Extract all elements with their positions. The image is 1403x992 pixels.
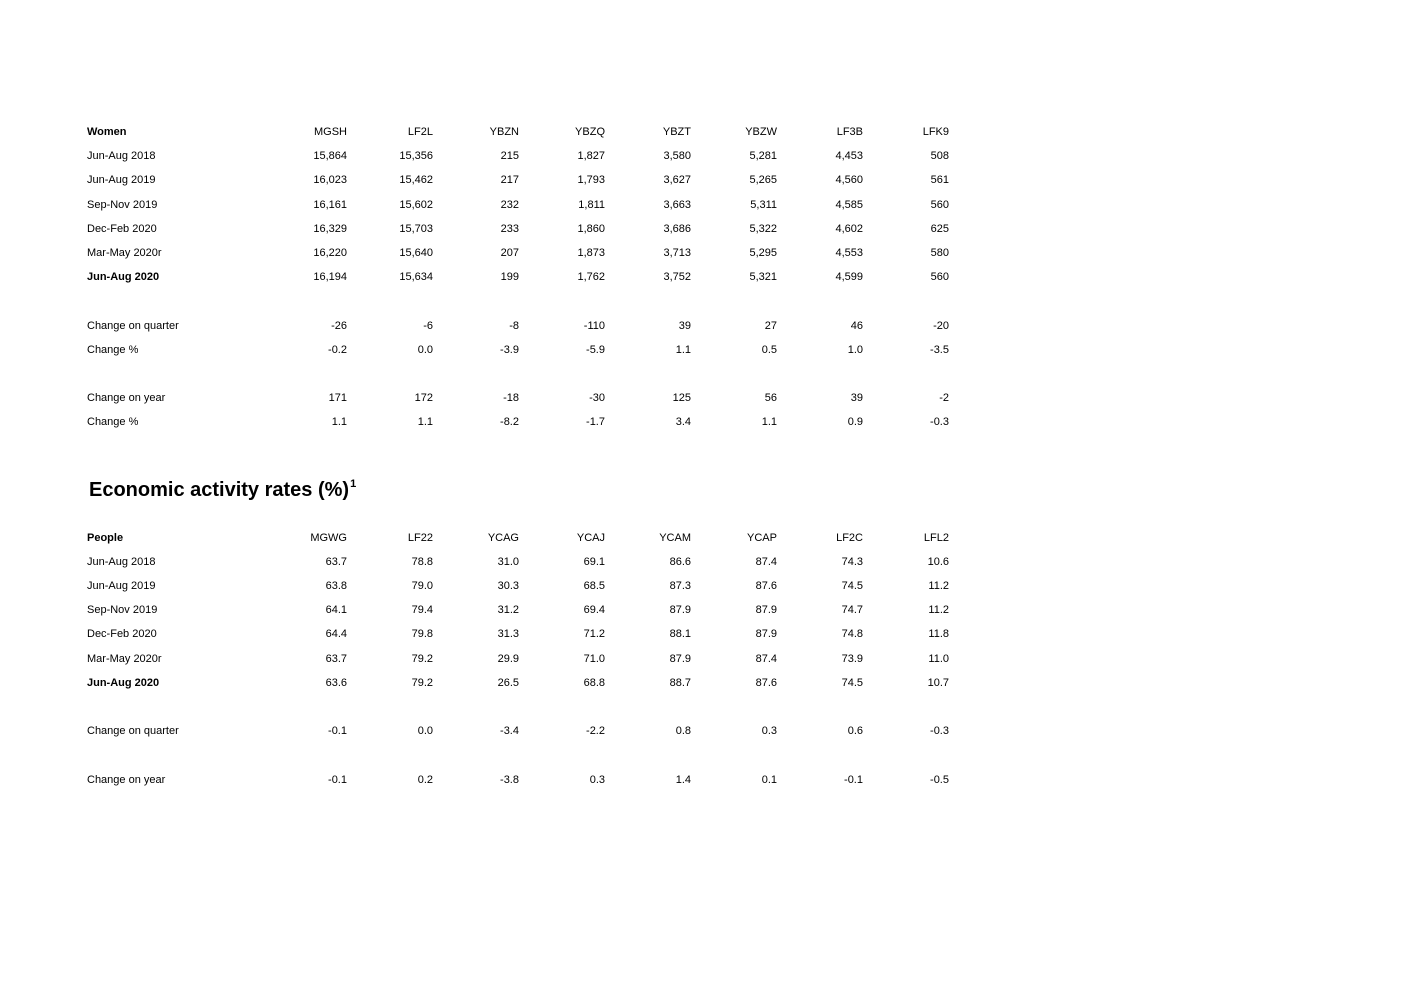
row-label: Jun-Aug 2018 (87, 150, 156, 163)
table-cell: 79.0 (411, 580, 433, 593)
table-cell: -2 (939, 392, 949, 405)
table-cell: 26.5 (497, 676, 519, 689)
table-cell: 5,321 (749, 271, 777, 284)
table-row (87, 338, 949, 362)
table-row (87, 314, 949, 338)
table-cell: -0.1 (328, 773, 347, 786)
table-cell: 63.7 (325, 555, 347, 568)
table-cell: 1,793 (577, 174, 605, 187)
footnote-marker: 1 (350, 477, 357, 490)
table-cell: 5,265 (749, 174, 777, 187)
table-cell: 68.8 (583, 676, 605, 689)
row-label: Sep-Nov 2019 (87, 198, 158, 211)
table-cell: 63.6 (325, 676, 347, 689)
series-id: LFK9 (922, 126, 949, 138)
women-levels-table (87, 120, 949, 435)
series-id: LFL2 (923, 531, 949, 544)
section-title-text: Economic activity rates (%) (89, 478, 350, 501)
table-header-row (87, 120, 949, 144)
table-cell: 0.0 (417, 343, 433, 356)
table-cell: 0.8 (675, 725, 691, 738)
row-label: Jun-Aug 2020 (87, 676, 160, 689)
series-id: YBZT (662, 126, 691, 138)
table-cell: 625 (930, 222, 949, 235)
table-cell: -0.2 (328, 343, 347, 356)
table-cell: 1.0 (847, 343, 863, 356)
spacer-row (87, 695, 949, 719)
table-row (87, 386, 949, 410)
table-cell: -20 (933, 319, 949, 332)
table-cell: -30 (589, 392, 605, 405)
table-cell: 15,640 (399, 247, 433, 260)
table-cell: 39 (678, 319, 691, 332)
table-cell: 0.6 (847, 725, 863, 738)
table-cell: -8.2 (500, 416, 519, 429)
row-label: Change on year (87, 392, 166, 405)
row-label: Jun-Aug 2018 (87, 555, 156, 568)
table-cell: 4,599 (835, 271, 863, 284)
table-cell: 0.1 (761, 773, 777, 786)
row-label: Jun-Aug 2020 (87, 271, 160, 284)
table-cell: 15,356 (399, 150, 433, 163)
table-row (87, 598, 949, 622)
table-row (87, 574, 949, 598)
row-label: Change % (87, 343, 139, 356)
section-title (89, 476, 967, 504)
table-cell: 73.9 (841, 652, 863, 665)
table-cell: 4,453 (835, 150, 863, 163)
table-cell: 87.3 (669, 580, 691, 593)
table-cell: 3,713 (663, 247, 691, 260)
table-cell: 31.0 (497, 555, 519, 568)
table-cell: 1.1 (417, 416, 433, 429)
table-cell: 56 (764, 392, 777, 405)
table-cell: 0.2 (417, 773, 433, 786)
table-cell: 199 (500, 271, 519, 284)
table-cell: 74.7 (841, 604, 863, 617)
table-cell: 560 (930, 271, 949, 284)
table-cell: 11.2 (928, 604, 949, 617)
table-cell: 4,560 (835, 174, 863, 187)
table-cell: 87.6 (755, 580, 777, 593)
row-label: Mar-May 2020r (87, 652, 162, 665)
table-cell: 63.8 (325, 580, 347, 593)
table-row (87, 144, 949, 168)
table-cell: 4,585 (835, 198, 863, 211)
spacer-row (87, 362, 949, 386)
series-id: LF2C (836, 531, 863, 544)
series-id: LF3B (836, 126, 863, 138)
table-cell: 10.6 (927, 555, 949, 568)
table-cell: 1,827 (577, 150, 605, 163)
table-row (87, 193, 949, 217)
table-cell: 5,311 (750, 198, 777, 211)
table-row (87, 719, 949, 743)
table-cell: -3.9 (500, 343, 519, 356)
row-label: Dec-Feb 2020 (87, 222, 157, 235)
table-cell: 15,703 (399, 222, 433, 235)
series-id: LF2L (407, 126, 433, 138)
table-cell: 4,553 (835, 247, 863, 260)
table-cell: 11.0 (928, 652, 949, 665)
table-cell: -0.3 (930, 725, 949, 738)
table-row (87, 622, 949, 646)
table-cell: 5,295 (749, 247, 777, 260)
table-row (87, 410, 949, 434)
table-cell: 3,752 (663, 271, 691, 284)
table-cell: 15,462 (399, 174, 433, 187)
table-cell: 560 (930, 198, 949, 211)
table-cell: 1.4 (675, 773, 691, 786)
row-label: Change on year (87, 773, 166, 786)
row-label: People (87, 531, 124, 544)
table-cell: -110 (583, 319, 605, 332)
table-cell: 64.4 (325, 628, 347, 641)
table-row (87, 241, 949, 265)
series-id: YCAJ (576, 531, 605, 544)
table-cell: 10.7 (927, 676, 949, 689)
table-cell: 215 (500, 150, 519, 163)
table-row (87, 671, 949, 695)
table-cell: 0.3 (761, 725, 777, 738)
table-cell: -6 (423, 319, 433, 332)
table-cell: 232 (500, 198, 519, 211)
table-row (87, 168, 949, 192)
table-cell: 64.1 (325, 604, 347, 617)
table-cell: 233 (500, 222, 519, 235)
table-header-row (87, 526, 949, 550)
table-cell: 79.2 (411, 676, 433, 689)
table-cell: 63.7 (325, 652, 347, 665)
table-cell: 1,873 (577, 247, 605, 260)
spreadsheet-page (87, 120, 967, 792)
table-cell: 46 (850, 319, 863, 332)
row-label: Change % (87, 416, 139, 429)
table-cell: 74.8 (841, 628, 863, 641)
series-id: MGWG (310, 531, 347, 544)
table-cell: 1.1 (761, 416, 777, 429)
table-cell: 69.4 (583, 604, 605, 617)
table-cell: -8 (509, 319, 519, 332)
table-cell: 78.8 (411, 555, 433, 568)
table-cell: 87.4 (755, 652, 777, 665)
series-id: YBZQ (575, 126, 605, 138)
row-label: Jun-Aug 2019 (87, 174, 156, 187)
table-cell: 3,627 (663, 174, 691, 187)
table-cell: -18 (503, 392, 519, 405)
row-label: Jun-Aug 2019 (87, 580, 156, 593)
table-cell: -0.1 (328, 725, 347, 738)
table-cell: 88.7 (669, 676, 691, 689)
table-cell: 31.3 (497, 628, 519, 641)
table-cell: 1,811 (578, 198, 605, 211)
table-cell: 87.9 (755, 628, 777, 641)
table-cell: 15,602 (399, 198, 433, 211)
table-cell: 74.5 (841, 676, 863, 689)
table-cell: 1.1 (675, 343, 691, 356)
table-cell: -0.1 (844, 773, 863, 786)
table-cell: -3.5 (930, 343, 949, 356)
table-cell: 508 (930, 150, 949, 163)
table-row (87, 550, 949, 574)
table-cell: 11.2 (928, 580, 949, 593)
table-cell: 207 (500, 247, 519, 260)
table-cell: 79.8 (411, 628, 433, 641)
table-cell: 30.3 (497, 580, 519, 593)
table-row (87, 265, 949, 289)
table-cell: -0.5 (930, 773, 949, 786)
table-cell: 0.3 (589, 773, 605, 786)
table-cell: 71.0 (583, 652, 605, 665)
table-cell: -1.7 (586, 416, 605, 429)
table-cell: 16,161 (313, 198, 347, 211)
table-cell: 74.5 (841, 580, 863, 593)
table-cell: -5.9 (586, 343, 605, 356)
row-label: Change on quarter (87, 725, 179, 738)
table-cell: 15,634 (399, 271, 433, 284)
series-id: YCAP (747, 531, 777, 544)
row-label: Women (87, 126, 127, 138)
table-cell: 3.4 (675, 416, 691, 429)
table-cell: 16,220 (313, 247, 347, 260)
table-cell: 5,281 (749, 150, 777, 163)
table-cell: 87.9 (755, 604, 777, 617)
table-cell: 0.5 (761, 343, 777, 356)
row-label: Dec-Feb 2020 (87, 628, 157, 641)
table-cell: 172 (414, 392, 433, 405)
table-cell: 88.1 (669, 628, 691, 641)
table-cell: 29.9 (497, 652, 519, 665)
table-cell: 68.5 (583, 580, 605, 593)
table-cell: 86.6 (669, 555, 691, 568)
table-row (87, 217, 949, 241)
table-cell: 3,686 (663, 222, 691, 235)
table-cell: 15,864 (313, 150, 347, 163)
table-cell: 3,580 (663, 150, 691, 163)
table-cell: 31.2 (497, 604, 519, 617)
table-cell: 87.6 (755, 676, 777, 689)
section-title-wrap (87, 476, 967, 504)
table-cell: 87.9 (669, 652, 691, 665)
table-cell: -3.4 (500, 725, 519, 738)
table-cell: 5,322 (749, 222, 777, 235)
table-cell: -3.8 (500, 773, 519, 786)
table-cell: 0.0 (417, 725, 433, 738)
table-cell: 217 (500, 174, 519, 187)
table-cell: 74.3 (841, 555, 863, 568)
table-cell: 4,602 (835, 222, 863, 235)
table-cell: 580 (930, 247, 949, 260)
row-label: Sep-Nov 2019 (87, 604, 158, 617)
table-cell: -2.2 (586, 725, 605, 738)
table-cell: -26 (331, 319, 347, 332)
row-label: Change on quarter (87, 319, 179, 332)
table-cell: 11.8 (928, 628, 949, 641)
table-cell: 87.9 (669, 604, 691, 617)
table-cell: 16,023 (313, 174, 347, 187)
table-cell: -0.3 (930, 416, 949, 429)
series-id: MGSH (314, 126, 347, 138)
table-cell: 125 (672, 392, 691, 405)
table-cell: 171 (328, 392, 347, 405)
series-id: YBZW (745, 126, 777, 138)
table-cell: 69.1 (583, 555, 605, 568)
table-row (87, 768, 949, 792)
series-id: YCAM (659, 531, 691, 544)
people-rates-table (87, 526, 949, 792)
table-cell: 1.1 (331, 416, 347, 429)
spacer-row (87, 289, 949, 313)
table-cell: 561 (930, 174, 949, 187)
table-cell: 87.4 (755, 555, 777, 568)
series-id: YBZN (489, 126, 519, 138)
table-cell: 16,329 (313, 222, 347, 235)
table-cell: 71.2 (583, 628, 605, 641)
series-id: LF22 (407, 531, 433, 544)
table-cell: 79.2 (411, 652, 433, 665)
table-cell: 1,860 (577, 222, 605, 235)
table-row (87, 647, 949, 671)
table-cell: 16,194 (313, 271, 347, 284)
table-cell: 1,762 (577, 271, 605, 284)
table-cell: 0.9 (847, 416, 863, 429)
table-cell: 79.4 (411, 604, 433, 617)
table-cell: 39 (850, 392, 863, 405)
spacer-row (87, 743, 949, 767)
table-cell: 3,663 (663, 198, 691, 211)
row-label: Mar-May 2020r (87, 247, 162, 260)
table-cell: 27 (764, 319, 777, 332)
series-id: YCAG (487, 531, 519, 544)
